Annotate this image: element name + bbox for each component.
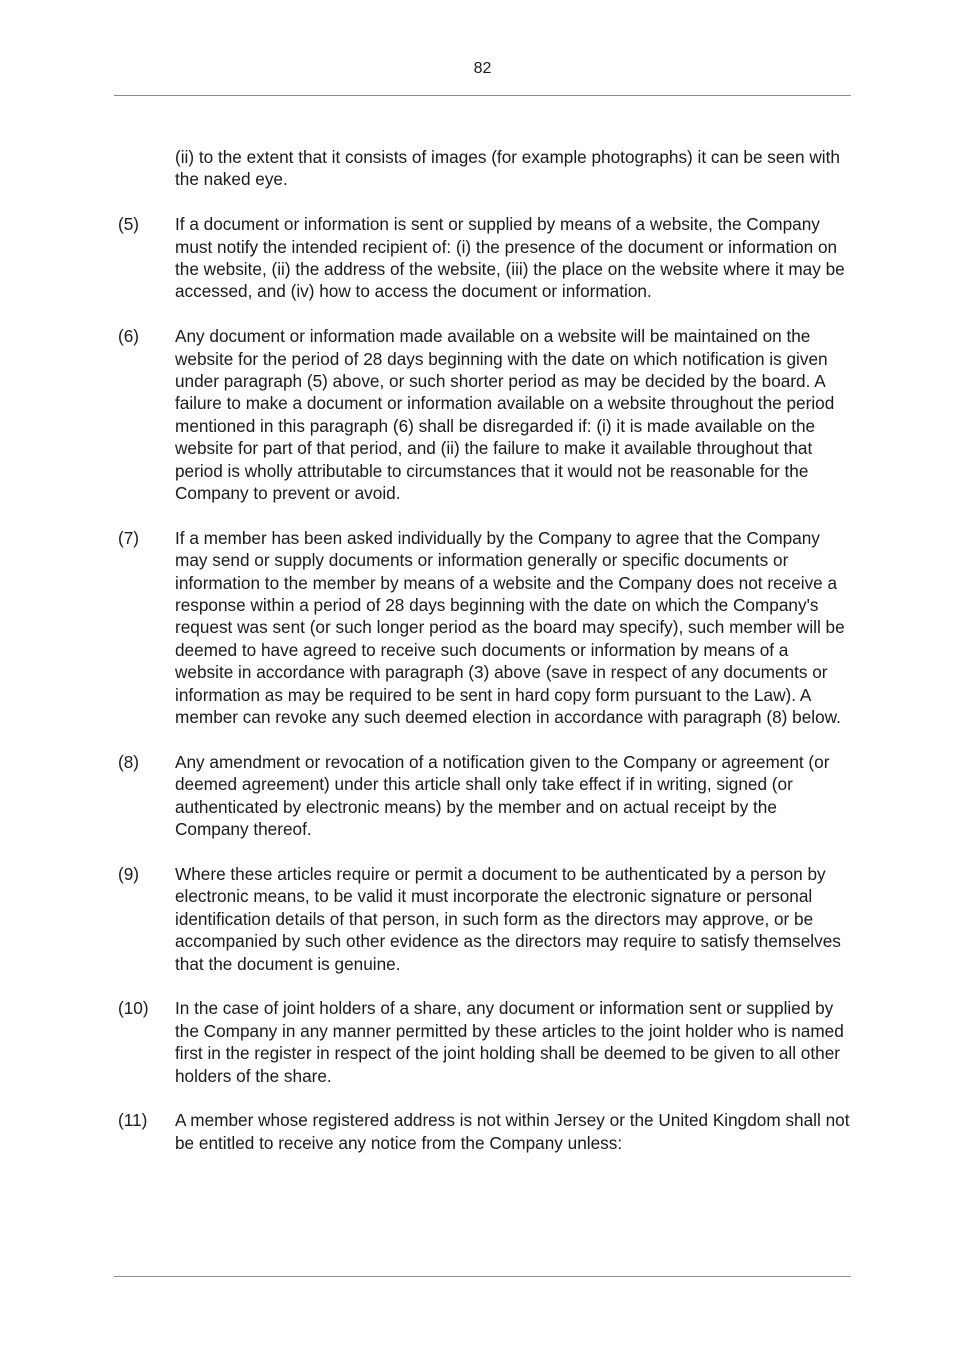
paragraph-10 bbox=[118, 997, 851, 1087]
paragraph-text: A member whose registered address is not within Jersey or the United Kingdom shall not be entitled to receive any notice from the Company unless: bbox=[175, 1110, 850, 1153]
paragraph-8 bbox=[118, 751, 851, 841]
paragraph-number: (6) bbox=[118, 326, 140, 347]
paragraph-number: (9) bbox=[118, 863, 140, 884]
paragraph-11 bbox=[118, 1109, 851, 1154]
paragraph-number: (8) bbox=[118, 751, 140, 772]
paragraph-text: Any amendment or revocation of a notification given to the Company or agreement (or deemed agreement) under this article shall only take effect if in writing, signed (or authenticated by electronic means) by the member and on actual receipt by the Company thereof. bbox=[175, 751, 830, 840]
paragraph-text: Where these articles require or permit a document to be authenticated by a person by electronic means, to be valid it must incorporate the electronic signature or personal identification details of that person, in such form as the directors may approve, or be accompanied by such other evidence as the directors may require to satisfy themselves that the document is genuine. bbox=[175, 863, 841, 974]
paragraph-9 bbox=[118, 863, 851, 975]
paragraph-number: (10) bbox=[118, 998, 149, 1019]
paragraph-number: (7) bbox=[118, 527, 140, 548]
document-body bbox=[118, 146, 851, 1177]
paragraph-text: In the case of joint holders of a share, any document or information sent or supplied by the Company in any manner permitted by these articles to the joint holder who is named first in the register in respect of the joint holding shall be deemed to be given to all other holders of the share. bbox=[175, 998, 844, 1086]
paragraph-text: If a member has been asked individually by the Company to agree that the Company may send or supply documents or information generally or specific documents or information to the member by means of a website and the Company does not receive a response within a period of 28 days beginning with the date on which the Company's request was sent (or such longer period as the board may specify), such member will be deemed to have agreed to receive such documents or information by means of a website in accordance with paragraph (3) above (save in respect of any documents or information as may be required to be sent in hard copy form pursuant to the Law). A member can revoke any such deemed election in accordance with paragraph (8) below. bbox=[175, 527, 845, 728]
paragraph-5 bbox=[118, 213, 851, 303]
paragraph-6 bbox=[118, 325, 851, 504]
footer-rule bbox=[114, 1276, 851, 1277]
page-number: 82 bbox=[473, 60, 492, 77]
continuation-text: (ii) to the extent that it consists of images (for example photographs) it can be seen with the naked eye. bbox=[175, 147, 840, 190]
paragraph-text: Any document or information made available on a website will be maintained on the website for the period of 28 days beginning with the date on which notification is given under paragraph (5) above, or such shorter period as may be decided by the board. A failure to make a document or information available on a website throughout the period mentioned in this paragraph (6) shall be disregarded if: (i) it is made available on the website for part of that period, and (ii) the failure to make it available throughout that period is wholly attributable to circumstances that it would not be reasonable for the Company to prevent or avoid. bbox=[175, 326, 835, 504]
header-rule bbox=[114, 95, 851, 96]
paragraph-7 bbox=[118, 527, 851, 729]
paragraph-number: (11) bbox=[118, 1110, 148, 1131]
paragraph-text: If a document or information is sent or supplied by means of a website, the Company must notify the intended recipient of: (i) the presence of the document or information on the website, (ii) the address of the website, (iii) the place on the website where it may be accessed, and (iv) how to access the document or information. bbox=[175, 214, 845, 302]
paragraph-number: (5) bbox=[118, 214, 140, 235]
